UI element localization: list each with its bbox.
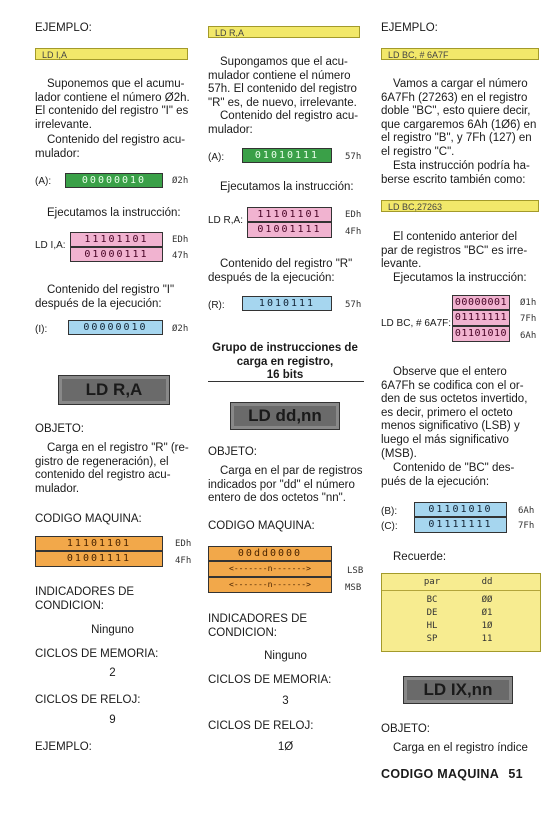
col2-r-hex: 57h [345, 300, 362, 310]
col2-ciclos-memoria-heading: CICLOS DE MEMORIA: [208, 674, 332, 686]
col1-ciclos-reloj-heading: CICLOS DE RELOJ: [35, 694, 141, 706]
col1-exec-label: LD I,A: [35, 240, 66, 251]
col3-paragraph-6 [381, 462, 546, 489]
line: Contenido del registro acu- [47, 134, 186, 146]
col2-ciclos-memoria-value: 3 [282, 695, 289, 707]
line: es decir, primero el octeto [381, 406, 513, 419]
col3-objeto-heading: OBJETO: [381, 723, 430, 735]
line: el registro "C". [381, 145, 455, 158]
line: mulador: [35, 147, 80, 160]
col2-banner-ld-dd-nn: LD dd,nn [230, 402, 340, 430]
col2-ciclos-reloj-value: 1Ø [277, 741, 294, 753]
col3-paragraph-5 [381, 366, 546, 461]
line: den de sus octetos invertido, [381, 393, 528, 406]
col3-dd-table [381, 573, 541, 652]
col2-lsb-label: LSB [347, 566, 364, 576]
col2-heading-rule [208, 381, 364, 382]
col1-ejemplo-bottom: EJEMPLO: [35, 741, 92, 753]
line: luego el más significativo [381, 433, 509, 446]
col3-objeto-text: Carga en el registro índice [393, 742, 528, 754]
col3-exec-bits-2: 01111111 [452, 310, 510, 326]
col3-exec-label: LD BC, # 6A7F: [381, 318, 452, 329]
col2-exec-hex-1: EDh [345, 210, 362, 220]
line: 6A7Fh (27263) en el registro [381, 91, 528, 104]
col1-i-hex: Ø2h [172, 324, 189, 334]
line: Suponemos que el acumu- [47, 78, 185, 90]
col2-paragraph-3: Ejecutamos la instrucción: [220, 181, 354, 193]
line: 6A7Fh se codifica con el or- [381, 379, 524, 392]
col2-mc-row-3: <-------n-------> [208, 577, 332, 593]
line: el registro "B", y 7Fh (127) en [381, 132, 532, 145]
line: INDICADORES DE [208, 613, 308, 625]
line: que cargaremos 6Ah (1Ø6) en [381, 118, 537, 131]
table-cell: DE [426, 608, 438, 618]
table-header-dd: dd [481, 577, 493, 587]
col1-mc-hex-1: EDh [175, 539, 192, 549]
col3-b-hex: 6Ah [518, 506, 535, 516]
col1-mc-bits-2: 01001111 [35, 551, 163, 567]
line: contenido del registro acu- [35, 469, 171, 482]
col2-msb-label: MSB [345, 583, 362, 593]
line: Vamos a cargar el número [393, 78, 528, 90]
line: entero de dos octetos "nn". [208, 492, 346, 505]
col2-paragraph-1 [208, 56, 368, 110]
table-header-par: par [423, 577, 441, 587]
col2-indicadores-value: Ninguno [264, 650, 307, 662]
line: Grupo de instrucciones de [212, 342, 358, 354]
col2-objeto-text [208, 465, 368, 506]
line: Contenido del registro "I" [47, 284, 175, 296]
line: mulador contiene el número [208, 69, 351, 82]
col3-c-label: (C): [381, 521, 398, 532]
col1-ciclos-memoria-value: 2 [109, 667, 116, 679]
line: berse escrito también como: [381, 173, 526, 186]
line: después de la ejecución: [208, 271, 335, 284]
col2-paragraph-4 [208, 258, 368, 285]
col1-i-label: (I): [35, 324, 48, 335]
line: 16 bits [266, 369, 304, 382]
line: "R" es, de nuevo, irrelevante. [208, 96, 357, 109]
line: mulador. [35, 482, 80, 495]
col2-paragraph-2 [208, 110, 368, 137]
footer-title: CODIGO MAQUINA [381, 767, 499, 781]
col3-paragraph-2 [381, 160, 546, 187]
col3-recuerde: Recuerde: [393, 551, 447, 563]
col3-banner-ld-ix-nn: LD IX,nn [403, 676, 513, 704]
col3-exec-hex-3: 6Ah [520, 331, 537, 341]
col2-mc-row-1: 00dd0000 [208, 546, 332, 561]
line: gistro de regeneración), el [35, 455, 169, 468]
line: pués de la ejecución: [381, 475, 490, 488]
line: Contenido del registro "R" [220, 258, 353, 270]
col1-exec-bits-1: 11101101 [70, 232, 163, 247]
col2-r-bits: 1010111 [242, 296, 332, 311]
line: levante. [381, 258, 422, 271]
col3-paragraph-3 [381, 231, 546, 272]
col2-r-label: (R): [208, 300, 225, 311]
col1-mc-bits-1: 11101101 [35, 536, 163, 551]
line: Carga en el par de registros [220, 465, 363, 477]
table-cell: HL [426, 621, 438, 631]
col1-paragraph-4 [35, 284, 200, 311]
col3-c-hex: 7Fh [518, 521, 535, 531]
col1-code-bar: LD I,A [35, 48, 188, 60]
line: (MSB). [381, 447, 417, 460]
col2-exec-bits-2: 01001111 [247, 222, 332, 238]
line: El contenido del registro "I" es [35, 105, 189, 118]
col1-ciclos-reloj-value: 9 [109, 714, 116, 726]
line: par de registros "BC" es irre- [381, 244, 528, 257]
table-divider [382, 590, 540, 591]
line: CONDICION: [35, 599, 104, 612]
line: doble "BC", esto quiere decir, [381, 105, 531, 118]
col3-code-bar-2: LD BC,27263 [381, 200, 539, 212]
table-cell: ØØ [481, 595, 493, 605]
col3-b-bits: 01101010 [414, 502, 507, 517]
col3-paragraph-4: Ejecutamos la instrucción: [393, 272, 527, 284]
col3-exec-hex-2: 7Fh [520, 314, 537, 324]
col1-mc-hex-2: 4Fh [175, 556, 192, 566]
col3-exec-hex-1: Ø1h [520, 298, 537, 308]
col1-objeto-heading: OBJETO: [35, 423, 84, 435]
col1-ciclos-memoria-heading: CICLOS DE MEMORIA: [35, 648, 159, 660]
page-footer [381, 767, 523, 781]
col2-codigo-heading: CODIGO MAQUINA: [208, 520, 315, 532]
line: después de la ejecución: [35, 297, 162, 310]
col1-a-label: (A): [35, 176, 52, 187]
line: carga en registro, [236, 355, 334, 368]
line: Carga en el registro "R" (re- [47, 442, 189, 454]
col1-codigo-heading: CODIGO MAQUINA: [35, 513, 142, 525]
line: mulador: [208, 123, 253, 136]
col3-c-bits: 01111111 [414, 517, 507, 533]
line: Contenido del registro acu- [220, 110, 359, 122]
line: INDICADORES DE [35, 586, 135, 598]
col2-objeto-heading: OBJETO: [208, 446, 257, 458]
line: CONDICION: [208, 626, 277, 639]
col1-indicadores-heading [35, 586, 134, 613]
col1-objeto-text [35, 442, 200, 496]
col1-a-hex: Ø2h [172, 176, 189, 186]
col3-ejemplo-heading: EJEMPLO: [381, 22, 438, 34]
col3-exec-bits-1: 00000001 [452, 295, 510, 310]
col2-exec-hex-2: 4Fh [345, 227, 362, 237]
col1-exec-hex-2: 47h [172, 251, 189, 261]
col2-indicadores-heading [208, 613, 307, 640]
line: Observe que el entero [393, 366, 507, 378]
line: Esta instrucción podría ha- [393, 160, 530, 172]
col2-mc-row-2: <-------n-------> [208, 561, 332, 577]
col2-ciclos-reloj-heading: CICLOS DE RELOJ: [208, 720, 314, 732]
footer-page-number: 51 [508, 767, 523, 781]
line: Supongamos que el acu- [220, 56, 348, 68]
line: indicados por "dd" el número [208, 478, 355, 491]
line: El contenido anterior del [393, 231, 518, 243]
line: lador contiene el número Ø2h. [35, 91, 190, 104]
col1-a-bits: 00000010 [65, 173, 163, 188]
col1-exec-bits-2: 01000111 [70, 247, 163, 262]
col2-exec-label: LD R,A: [208, 215, 244, 226]
table-cell: 11 [481, 634, 493, 644]
line: 57h. El contenido del registro [208, 83, 357, 96]
col1-paragraph-3: Ejecutamos la instrucción: [47, 207, 181, 219]
line: irrelevante. [35, 118, 92, 131]
line: menos significativo (LSB) y [381, 420, 520, 433]
col1-paragraph-1 [35, 78, 200, 132]
col1-i-bits: 00000010 [68, 320, 163, 335]
table-cell: SP [426, 634, 438, 644]
col2-section-heading [205, 342, 365, 383]
col2-code-bar: LD R,A [208, 26, 360, 38]
col2-a-label: (A): [208, 152, 225, 163]
col2-a-hex: 57h [345, 152, 362, 162]
table-cell: Ø1 [481, 608, 493, 618]
col1-exec-hex-1: EDh [172, 235, 189, 245]
col3-b-label: (B): [381, 506, 398, 517]
line: Contenido de "BC" des- [393, 462, 515, 474]
col1-ejemplo-heading: EJEMPLO: [35, 22, 92, 34]
table-cell: 1Ø [481, 621, 493, 631]
col3-exec-bits-3: 01101010 [452, 326, 510, 342]
col1-paragraph-2 [35, 134, 200, 161]
col2-exec-bits-1: 11101101 [247, 207, 332, 222]
col3-paragraph-1 [381, 78, 546, 160]
col1-banner-ld-r-a: LD R,A [58, 375, 170, 405]
table-cell: BC [426, 595, 438, 605]
col3-code-bar: LD BC, # 6A7F [381, 48, 539, 60]
col1-indicadores-value: Ninguno [91, 624, 134, 636]
col2-a-bits: 01010111 [242, 148, 332, 163]
